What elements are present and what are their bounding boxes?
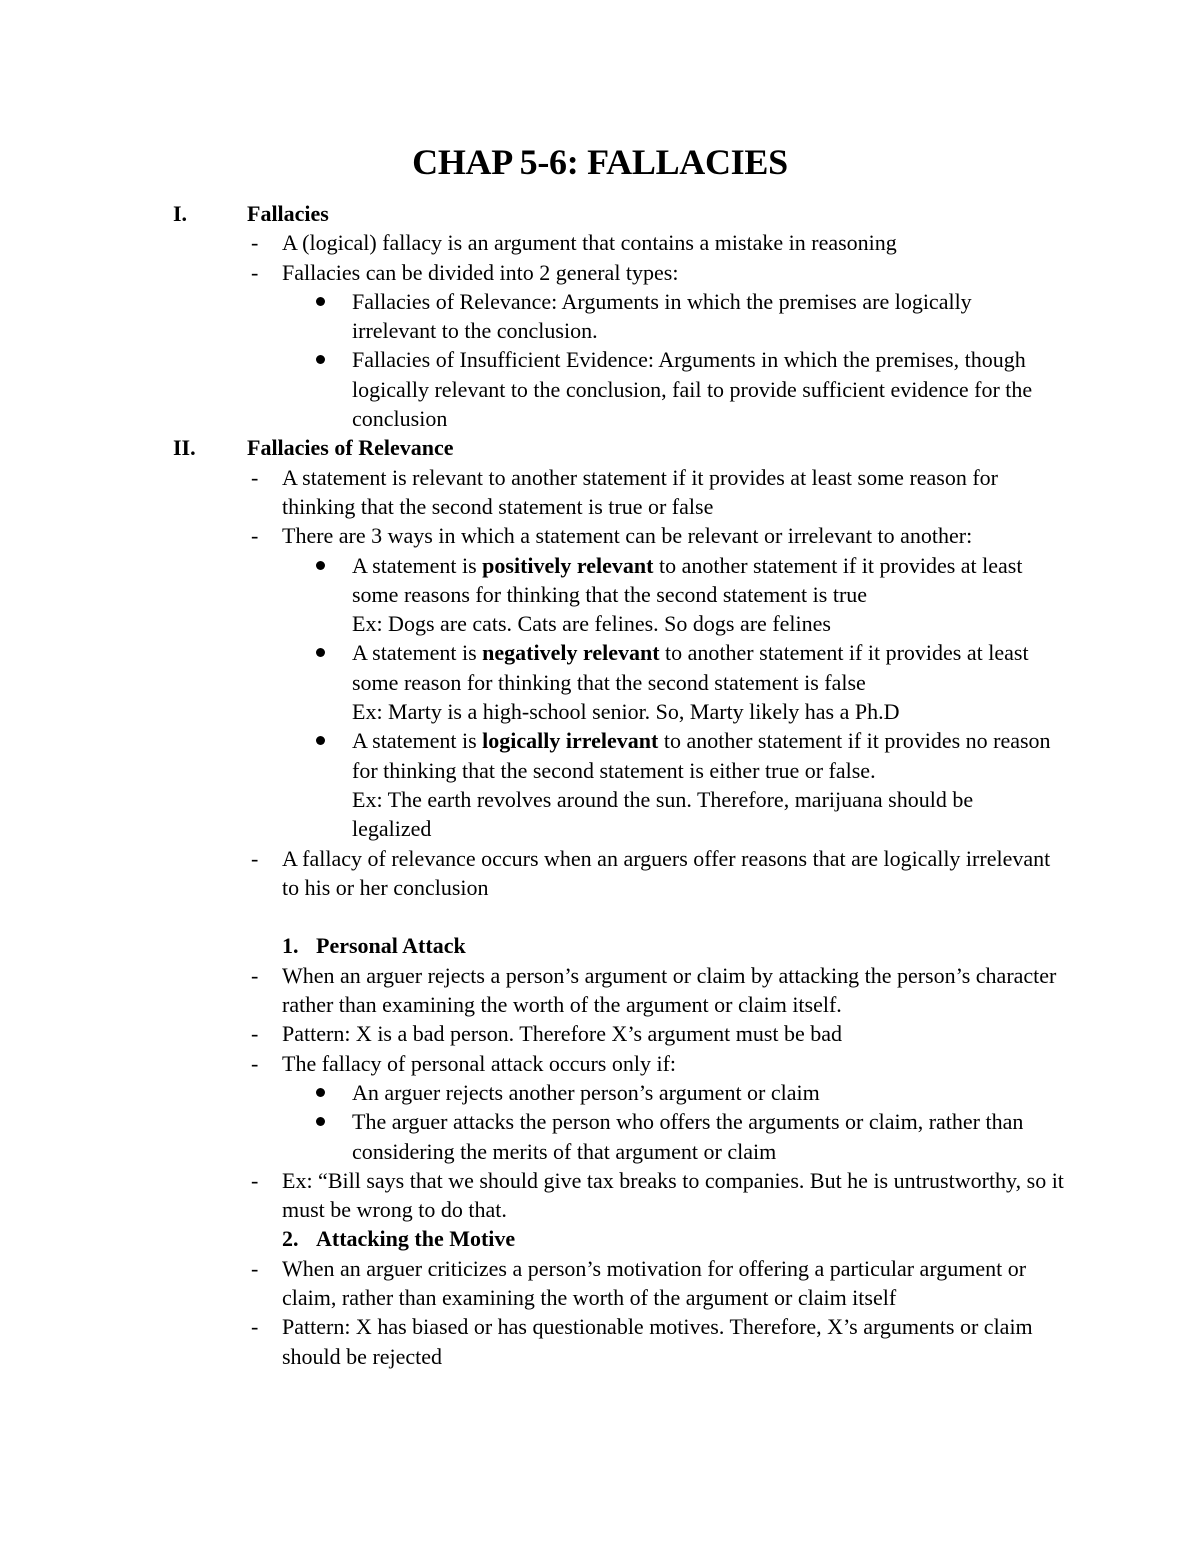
dash-item-text: Pattern: X has biased or has questionable motives. Therefore, X’s arguments or claim should be rejected <box>282 1314 1033 1369</box>
bullet-text-lead: A statement is <box>352 728 483 754</box>
bullet-item <box>0 638 1200 697</box>
example-text: Ex: Dogs are cats. Cats are felines. So dogs are felines <box>352 611 831 637</box>
dash-item <box>0 521 1200 550</box>
bullet-item-text <box>352 726 1052 785</box>
bullet-item <box>0 287 1200 346</box>
subsection-number: 2. <box>282 1226 299 1252</box>
dash-item-text: When an arguer rejects a person’s argument or claim by attacking the person’s character rather than examining the worth of the argument or claim itself. <box>282 962 1057 1018</box>
bullet-text-lead: A statement is <box>352 640 483 666</box>
dash-marker: - <box>251 230 259 256</box>
page-title: CHAP 5-6: FALLACIES <box>412 142 788 182</box>
bullet-dot-icon <box>316 1088 325 1097</box>
dash-item-text: A (logical) fallacy is an argument that contains a mistake in reasoning <box>282 230 897 256</box>
subsection-heading-text: Attacking the Motive <box>316 1226 516 1252</box>
dash-item-text: A fallacy of relevance occurs when an arguers offer reasons that are logically irrelevant to his or her conclusion <box>282 845 1051 900</box>
dash-item <box>0 463 1200 522</box>
dash-item <box>0 1049 1200 1078</box>
dash-marker: - <box>251 1255 259 1281</box>
dash-item <box>0 1019 1200 1048</box>
spacer <box>0 902 1200 931</box>
example-line <box>0 697 1200 726</box>
bullet-dot-icon <box>316 297 325 306</box>
dash-item-text: Pattern: X is a bad person. Therefore X’s argument must be bad <box>282 1021 843 1047</box>
example-line <box>0 785 1200 844</box>
subsection-heading <box>0 931 1200 960</box>
dash-item-text: There are 3 ways in which a statement can be relevant or irrelevant to another: <box>282 523 973 549</box>
section-heading-text: Fallacies of Relevance <box>247 435 454 461</box>
bullet-item <box>0 1078 1200 1107</box>
bullet-item <box>0 551 1200 610</box>
dash-marker: - <box>251 523 259 549</box>
bullet-dot-icon <box>316 648 325 657</box>
bullet-text-rest: to another statement if it provides no reason for thinking that the second statement is either true or false. <box>352 728 1051 783</box>
bullet-dot-icon <box>316 561 325 570</box>
dash-item-text: The fallacy of personal attack occurs only if: <box>282 1050 677 1076</box>
dash-item-text: Ex: “Bill says that we should give tax breaks to companies. But he is untrustworthy, so it must be wrong to do that. <box>282 1167 1064 1223</box>
bullet-dot-icon <box>316 736 325 745</box>
dash-marker: - <box>251 1314 259 1340</box>
bullet-item-text: Fallacies of Relevance: Arguments in which the premises are logically irrelevant to the conclusion. <box>352 288 972 344</box>
dash-marker: - <box>251 1167 259 1193</box>
bullet-text-lead: A statement is <box>352 552 483 578</box>
dash-item <box>0 258 1200 287</box>
bullet-item-text: The arguer attacks the person who offers the arguments or claim, rather than considering the merits of that argument or claim <box>352 1109 1024 1164</box>
dash-item <box>0 1312 1200 1371</box>
dash-marker: - <box>251 464 259 490</box>
bold-term: logically irrelevant <box>482 728 659 754</box>
section-heading <box>0 433 1200 462</box>
bullet-item-text: Fallacies of Insufficient Evidence: Arguments in which the premises, though logically relevant to the conclusion, fail to provide sufficient evidence for the conclusion <box>352 347 1033 432</box>
bullet-item <box>0 726 1200 785</box>
section-numeral: II. <box>173 435 196 461</box>
example-line <box>0 609 1200 638</box>
dash-item-text: When an arguer criticizes a person’s motivation for offering a particular argument or claim, rather than examining the worth of the argument or claim itself <box>282 1255 1027 1310</box>
dash-item <box>0 844 1200 903</box>
dash-item <box>0 961 1200 1020</box>
bullet-dot-icon <box>316 1117 325 1126</box>
bold-term: negatively relevant <box>482 640 660 666</box>
document-body <box>0 199 1200 1371</box>
subsection-number: 1. <box>282 933 299 959</box>
subsection-heading-text: Personal Attack <box>316 933 466 959</box>
dash-item-text: A statement is relevant to another statement if it provides at least some reason for thinking that the second statement is true or false <box>282 464 999 519</box>
subsection-heading <box>0 1224 1200 1253</box>
bullet-dot-icon <box>316 355 325 364</box>
dash-item-text: Fallacies can be divided into 2 general types: <box>282 259 679 285</box>
dash-item <box>0 1166 1200 1225</box>
bullet-item-text: An arguer rejects another person’s argument or claim <box>352 1079 820 1105</box>
section-heading <box>0 199 1200 228</box>
dash-item <box>0 1254 1200 1313</box>
bullet-item-text <box>352 638 1052 697</box>
section-numeral: I. <box>173 201 188 226</box>
dash-item <box>0 228 1200 257</box>
dash-marker: - <box>251 845 259 871</box>
bullet-text-rest: to another statement if it provides at least some reason for thinking that the second statement is false <box>352 640 1029 695</box>
bold-term: positively relevant <box>482 552 654 578</box>
dash-marker: - <box>251 962 259 988</box>
example-text: Ex: Marty is a high-school senior. So, Marty likely has a Ph.D <box>352 699 900 725</box>
bullet-item <box>0 1107 1200 1166</box>
example-text: Ex: The earth revolves around the sun. Therefore, marijuana should be legalized <box>352 786 974 842</box>
dash-marker: - <box>251 1050 259 1076</box>
bullet-item <box>0 345 1200 433</box>
section-heading-text: Fallacies <box>247 201 329 226</box>
dash-marker: - <box>251 1021 259 1047</box>
bullet-item-text <box>352 551 1052 610</box>
bullet-text-rest: to another statement if it provides at least some reasons for thinking that the second statement is true <box>352 552 1023 607</box>
dash-marker: - <box>251 259 259 285</box>
